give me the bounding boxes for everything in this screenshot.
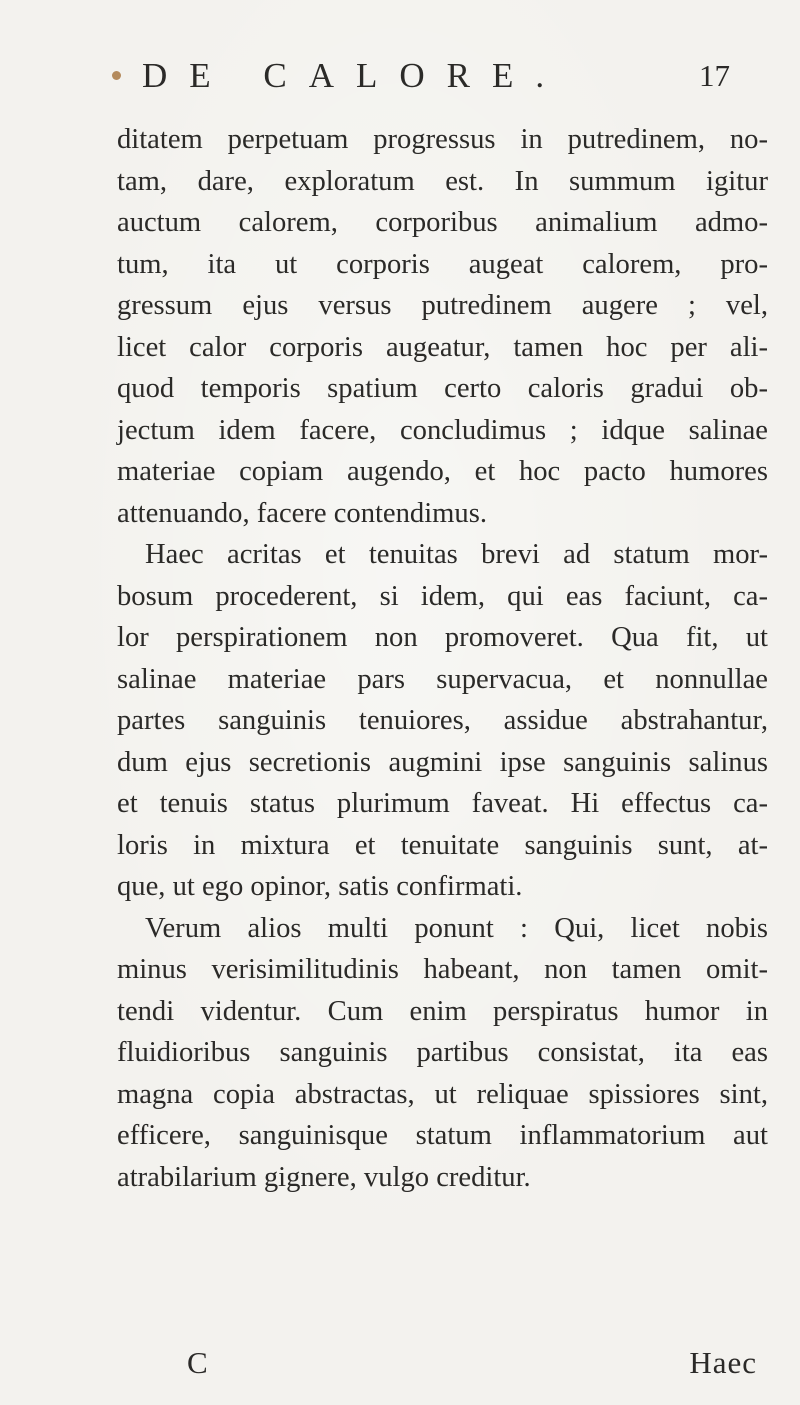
catchword: Haec (689, 1345, 757, 1380)
body-text (117, 119, 768, 1198)
text-line: tam, dare, exploratum est. In summum igitur (117, 165, 768, 197)
running-title: DE CALORE. (142, 56, 567, 95)
text-line: partes sanguinis tenuiores, assidue abstrahantur, (117, 705, 768, 736)
text-line: tum, ita ut corporis augeat calorem, pro- (117, 248, 768, 280)
page-number: 17 (699, 58, 730, 93)
paragraph-start-line: Haec acritas et tenuitas brevi ad statum mor- (145, 539, 768, 570)
text-line: bosum procederent, si idem, qui eas faciunt, ca- (117, 580, 768, 612)
page-footer (187, 1341, 757, 1385)
text-line: dum ejus secretionis augmini ipse sanguinis salinus (117, 746, 768, 778)
text-line: efficere, sanguinisque statum inflammatorium aut (117, 1120, 768, 1151)
text-line: fluidioribus sanguinis partibus consistat, ita eas (117, 1037, 768, 1068)
text-line: ditatem perpetuam progressus in putredinem, no- (117, 124, 768, 155)
signature-mark: C (187, 1345, 208, 1380)
text-line: lor perspirationem non promoveret. Qua fit, ut (117, 622, 768, 653)
text-line: tendi videntur. Cum enim perspiratus humor in (117, 995, 768, 1027)
text-line: loris in mixtura et tenuitate sanguinis sunt, at- (117, 829, 768, 861)
running-head (142, 54, 730, 98)
text-line: que, ut ego opinor, satis confirmati. (117, 871, 523, 902)
text-line: licet calor corporis augeatur, tamen hoc per ali- (117, 331, 768, 363)
text-line: quod temporis spatium certo caloris gradui ob- (117, 373, 768, 404)
text-line: gressum ejus versus putredinem augere ; vel, (117, 290, 768, 321)
ink-spot-mark (112, 71, 121, 80)
text-line: minus verisimilitudinis habeant, non tamen omit- (117, 954, 768, 985)
text-line: jectum idem facere, concludimus ; idque salinae (117, 414, 768, 446)
text-line: attenuando, facere contendimus. (117, 497, 487, 529)
text-line: auctum calorem, corporibus animalium admo- (117, 207, 768, 238)
paragraph-start-line: Verum alios multi ponunt : Qui, licet nobis (145, 912, 768, 944)
text-line: magna copia abstractas, ut reliquae spissiores sint, (117, 1078, 768, 1110)
text-line: materiae copiam augendo, et hoc pacto humores (117, 456, 768, 487)
text-line: et tenuis status plurimum faveat. Hi effectus ca- (117, 788, 768, 819)
text-line: salinae materiae pars supervacua, et nonnullae (117, 663, 768, 695)
text-line: atrabilarium gignere, vulgo creditur. (117, 1161, 531, 1193)
